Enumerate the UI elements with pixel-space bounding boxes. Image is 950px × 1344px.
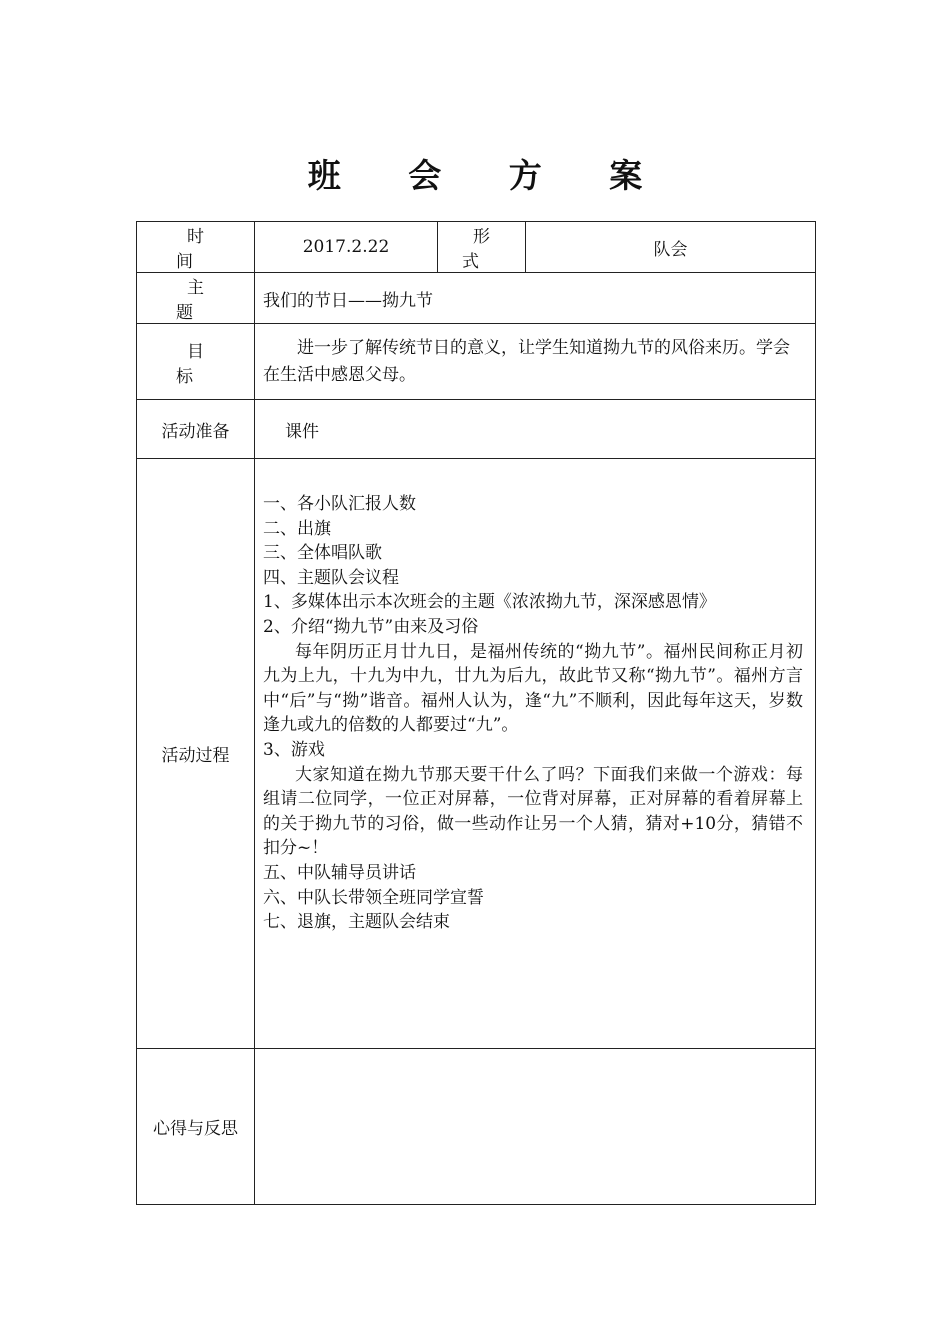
process-step-5: 五、中队辅导员讲话 <box>263 862 416 883</box>
process-step-3: 三、全体唱队歌 <box>263 543 382 564</box>
process-step-6: 六、中队长带领全班同学宣誓 <box>263 887 484 908</box>
row-reflection <box>137 1049 816 1205</box>
row-preparation <box>137 400 816 459</box>
process-content <box>255 459 816 1049</box>
reflection-label: 心得与反思 <box>137 1049 255 1205</box>
process-step-7: 七、退旗，主题队会结束 <box>263 912 450 933</box>
origin-paragraph: 每年阴历正月廿九日，是福州传统的“拗九节”。福州民间称正月初九为上九，十九为中九，廿九为后九，故此节又称“拗九节”。福州方言中“后”与“拗”谐音。福州人认为，逢“九”不顺利，因此每年这天，岁数逢九或九的倍数的人都要过“九”。 <box>263 641 803 736</box>
game-paragraph: 大家知道在拗九节那天要干什么了吗？下面我们来做一个游戏：每组请二位同学，一位正对屏幕，一位背对屏幕，正对屏幕的看着屏幕上的关于拗九节的习俗，做一些动作让另一个人猜，猜对+10分，猜错不扣分~！ <box>263 764 803 859</box>
game-heading: 3、游戏 <box>263 739 325 760</box>
row-goal <box>137 324 816 400</box>
goal-value: 进一步了解传统节日的意义，让学生知道拗九节的风俗来历。学会在生活中感恩父母。 <box>255 324 816 400</box>
form-label: 形 式 <box>438 222 526 273</box>
theme-value: 我们的节日——拗九节 <box>255 273 816 324</box>
process-step-2: 二、出旗 <box>263 518 331 539</box>
process-step-1: 一、各小队汇报人数 <box>263 494 416 514</box>
row-time-form <box>137 222 816 273</box>
time-label: 时 间 <box>137 222 255 273</box>
page-title: 班 会 方 案 <box>307 156 671 195</box>
row-theme <box>137 273 816 324</box>
time-value: 2017.2.22 <box>255 222 438 273</box>
process-label: 活动过程 <box>137 459 255 1049</box>
form-value: 队会 <box>526 222 816 273</box>
theme-label: 主 题 <box>137 273 255 324</box>
row-process <box>137 459 816 1049</box>
process-step-4: 四、主题队会议程 <box>263 567 399 588</box>
class-meeting-plan-table <box>136 221 816 1205</box>
process-substep-2: 2、介绍“拗九节”由来及习俗 <box>263 616 479 637</box>
preparation-value: 课件 <box>255 400 816 459</box>
reflection-value <box>255 1049 816 1205</box>
goal-label: 目 标 <box>137 324 255 400</box>
process-substep-1: 1、多媒体出示本次班会的主题《浓浓拗九节，深深感恩情》 <box>263 592 716 613</box>
preparation-label: 活动准备 <box>137 400 255 459</box>
